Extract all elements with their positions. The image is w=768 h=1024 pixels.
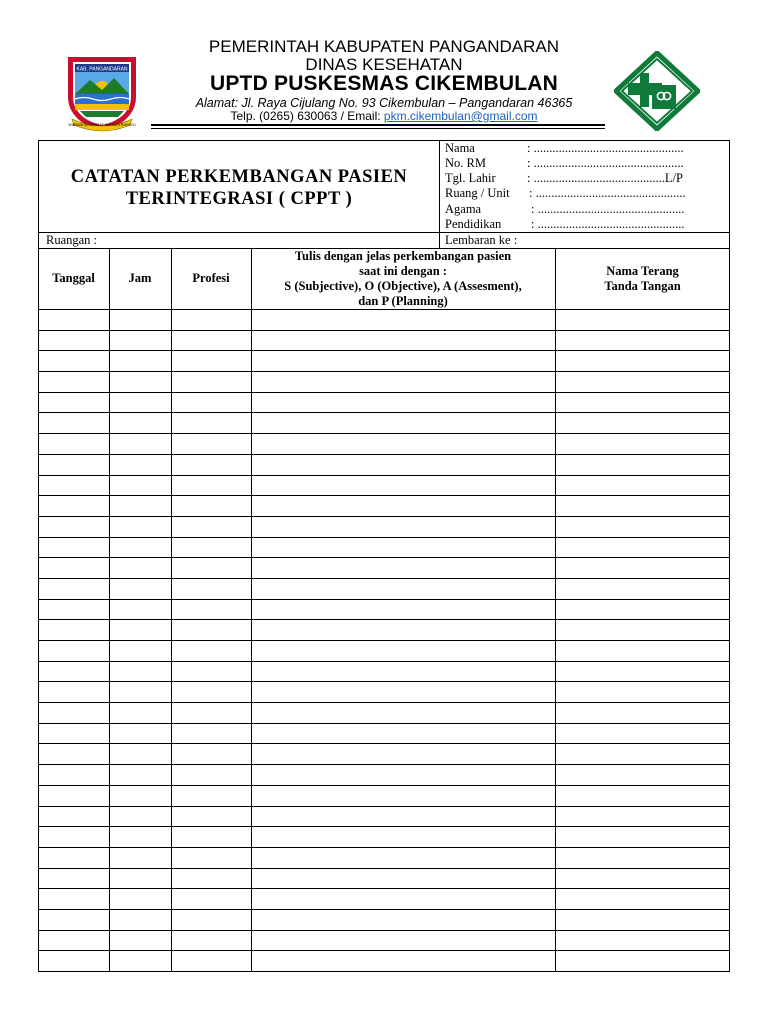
table-row[interactable] bbox=[38, 454, 730, 455]
table-row[interactable] bbox=[38, 495, 730, 496]
address: Alamat: Jl. Raya Cijulang No. 93 Cikembulan – Pangandaran 46365 bbox=[195, 96, 573, 110]
form-title-line1: CATATAN PERKEMBANGAN PASIEN bbox=[70, 167, 408, 187]
column-divider bbox=[109, 248, 110, 971]
table-row[interactable] bbox=[38, 433, 730, 434]
table-row[interactable] bbox=[38, 412, 730, 413]
table-row[interactable] bbox=[38, 909, 730, 910]
lembaran-label[interactable]: Lembaran ke : bbox=[445, 233, 518, 247]
table-row[interactable] bbox=[38, 950, 730, 951]
letterhead-rule bbox=[151, 124, 605, 126]
table-row[interactable] bbox=[38, 681, 730, 682]
svg-text:WIBAWA SEMANGAT MANDIRI RAHAYU: WIBAWA SEMANGAT MANDIRI RAHAYU bbox=[68, 123, 136, 127]
email-link[interactable]: pkm.cikembulan@gmail.com bbox=[383, 109, 538, 123]
table-row[interactable] bbox=[38, 661, 730, 662]
field-agama[interactable]: Agama : ............................................... bbox=[445, 202, 685, 216]
table-row[interactable] bbox=[38, 309, 730, 310]
table-row[interactable] bbox=[38, 826, 730, 827]
table-row[interactable] bbox=[38, 371, 730, 372]
field-nama[interactable]: Nama : ................................................ bbox=[445, 141, 684, 155]
department-name: DINAS KESEHATAN bbox=[305, 55, 463, 74]
table-row[interactable] bbox=[38, 764, 730, 765]
table-row[interactable] bbox=[38, 723, 730, 724]
phone-text: Telp. (0265) 630063 / Email: bbox=[230, 109, 384, 123]
table-row[interactable] bbox=[38, 516, 730, 517]
table-row[interactable] bbox=[38, 350, 730, 351]
table-row[interactable] bbox=[38, 702, 730, 703]
table-row[interactable] bbox=[38, 930, 730, 931]
col-tanggal: Tanggal bbox=[52, 271, 95, 285]
table-row[interactable] bbox=[38, 743, 730, 744]
col-soap-instructions: Tulis dengan jelas perkembangan pasien saat ini dengan : S (Subjective), O (Objective), A (Assesment), dan P (Planning) bbox=[284, 249, 522, 308]
letterhead-rule-thin bbox=[151, 128, 605, 129]
table-row[interactable] bbox=[38, 847, 730, 848]
column-divider bbox=[251, 248, 252, 971]
table-row[interactable] bbox=[38, 619, 730, 620]
table-row[interactable] bbox=[38, 868, 730, 869]
form-title bbox=[39, 166, 439, 210]
col-nama-tanda-tangan: Nama Terang Tanda Tangan bbox=[604, 264, 681, 293]
field-no-rm[interactable]: No. RM : ................................................ bbox=[445, 156, 684, 170]
col-jam: Jam bbox=[128, 271, 152, 285]
table-row[interactable] bbox=[38, 537, 730, 538]
table-row[interactable] bbox=[38, 475, 730, 476]
table-row[interactable] bbox=[38, 806, 730, 807]
table-row[interactable] bbox=[38, 640, 730, 641]
table-row[interactable] bbox=[38, 392, 730, 393]
field-ruang-unit[interactable]: Ruang / Unit : ................................................ bbox=[445, 186, 686, 200]
table-row[interactable] bbox=[38, 888, 730, 889]
government-name: PEMERINTAH KABUPATEN PANGANDARAN bbox=[208, 37, 560, 56]
field-tgl-lahir[interactable]: Tgl. Lahir : ..........................................L/P bbox=[445, 171, 683, 185]
column-divider bbox=[171, 248, 172, 971]
table-row[interactable] bbox=[38, 330, 730, 331]
field-pendidikan[interactable]: Pendidikan : ............................................... bbox=[445, 217, 685, 231]
ruangan-label[interactable]: Ruangan : bbox=[46, 233, 98, 247]
contact-line bbox=[0, 109, 768, 123]
table-row[interactable] bbox=[38, 578, 730, 579]
svg-text:KAB. PANGANDARAN: KAB. PANGANDARAN bbox=[76, 66, 128, 73]
column-divider bbox=[555, 248, 556, 971]
organization-name: UPTD PUSKESMAS CIKEMBULAN bbox=[209, 72, 558, 95]
table-row[interactable] bbox=[38, 785, 730, 786]
form-title-line2: TERINTEGRASI ( CPPT ) bbox=[125, 189, 353, 209]
col-profesi: Profesi bbox=[192, 271, 230, 285]
table-row[interactable] bbox=[38, 557, 730, 558]
ruangan-line bbox=[38, 232, 730, 233]
table-row[interactable] bbox=[38, 599, 730, 600]
